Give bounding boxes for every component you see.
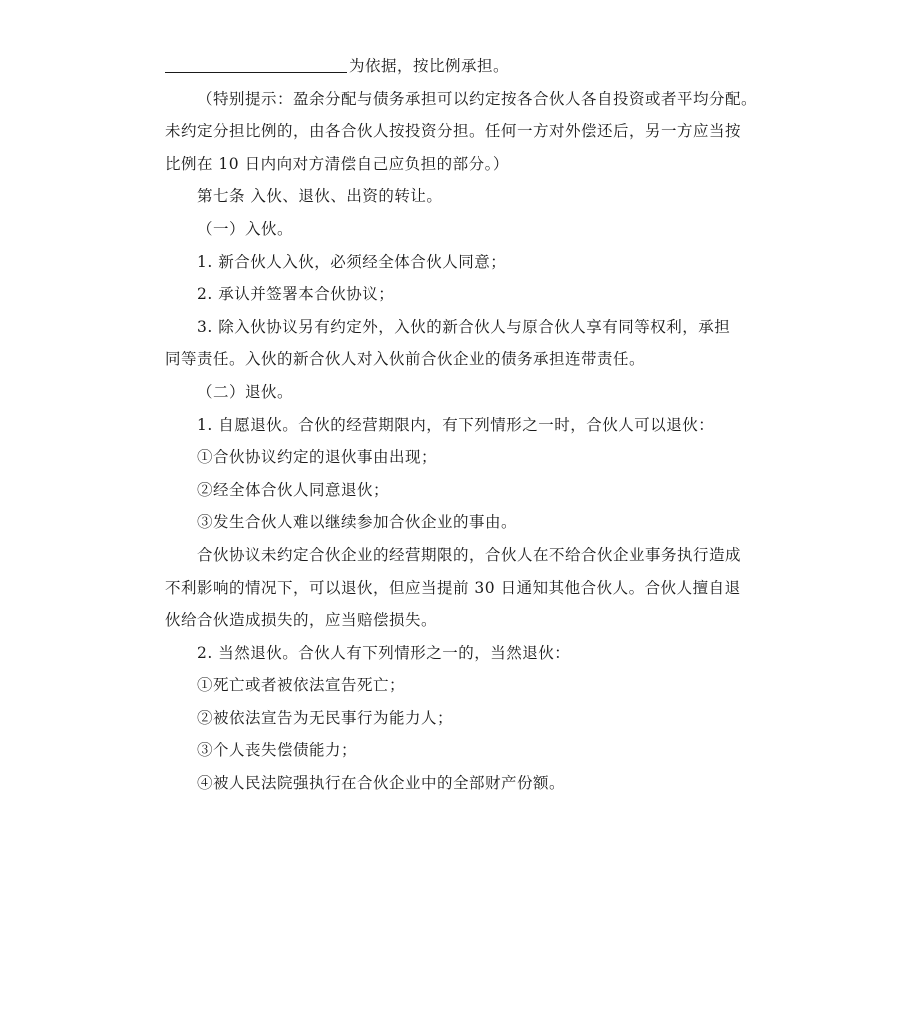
sub-list-item: ③发生合伙人难以继续参加合伙企业的事由。 (197, 513, 518, 532)
line-text: 为依据，按比例承担。 (349, 57, 510, 75)
paragraph-line: 伙给合伙造成损失的，应当赔偿损失。 (165, 611, 438, 630)
list-item: 1. 新合伙人入伙，必须经全体合伙人同意； (197, 252, 507, 271)
list-item: 2. 当然退伙。合伙人有下列情形之一的，当然退伙： (197, 643, 571, 662)
section-heading-join: （一）入伙。 (197, 219, 294, 238)
paragraph-line: 合伙协议未约定合伙企业的经营期限的，合伙人在不给合伙企业事务执行造成 (197, 545, 742, 564)
section-heading-withdraw: （二）退伙。 (197, 382, 294, 401)
fill-in-blank (165, 52, 347, 73)
paragraph-line-4: 比例在 10 日内向对方清偿自己应负担的部分。） (165, 154, 509, 173)
list-item: 1. 自愿退伙。合伙的经营期限内，有下列情形之一时，合伙人可以退伙： (197, 415, 715, 434)
sub-list-item: ①合伙协议约定的退伙事由出现； (197, 448, 438, 467)
list-item: 2. 承认并签署本合伙协议； (197, 285, 395, 304)
paragraph-line: 同等责任。入伙的新合伙人对入伙前合伙企业的债务承担连带责任。 (165, 350, 646, 369)
sub-list-item: ②被依法宣告为无民事行为能力人； (197, 708, 454, 727)
paragraph-line-2: （特别提示：盈余分配与债务承担可以约定按各合伙人各自投资或者平均分配。 (197, 89, 758, 108)
paragraph-line: 不利影响的情况下，可以退伙，但应当提前 30 日通知其他合伙人。合伙人擅自退 (165, 578, 741, 597)
sub-list-item: ④被人民法院强执行在合伙企业中的全部财产份额。 (197, 774, 566, 793)
sub-list-item: ②经全体合伙人同意退伙； (197, 480, 390, 499)
sub-list-item: ③个人丧失偿债能力； (197, 741, 358, 760)
paragraph-line-1 (165, 50, 765, 83)
paragraph-line-3: 未约定分担比例的，由各合伙人按投资分担。任何一方对外偿还后，另一方应当按 (165, 122, 742, 141)
list-item: 3. 除入伙协议另有约定外，入伙的新合伙人与原合伙人享有同等权利，承担 (197, 317, 731, 336)
document-page (165, 50, 765, 800)
sub-list-item: ①死亡或者被依法宣告死亡； (197, 676, 406, 695)
article-heading: 第七条 入伙、退伙、出资的转让。 (197, 187, 443, 206)
